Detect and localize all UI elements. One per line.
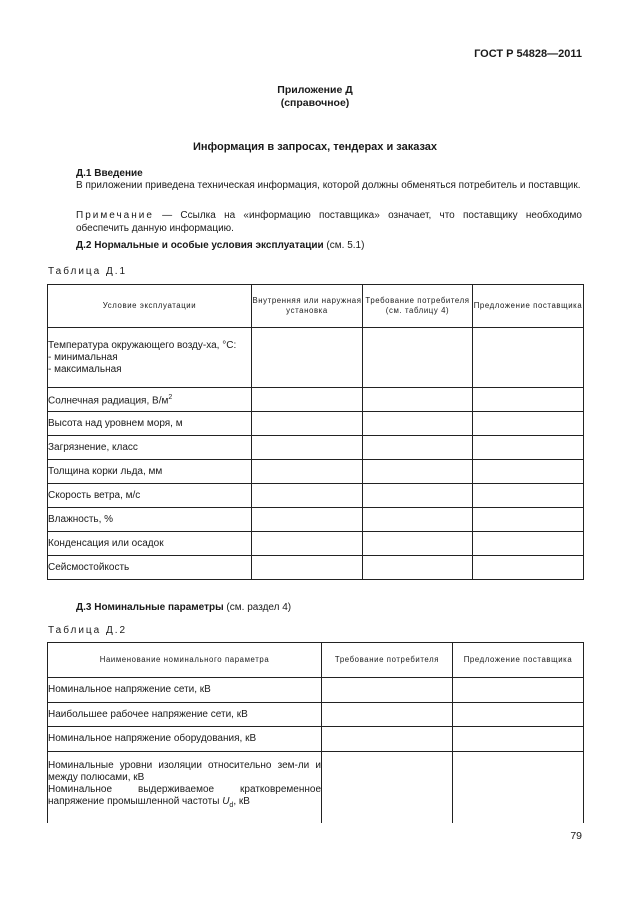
table-cell	[473, 328, 584, 388]
annex-heading	[0, 84, 630, 110]
table-row	[48, 532, 584, 556]
table-cell	[473, 484, 584, 508]
section-d2-ref: (см. 5.1)	[323, 240, 365, 251]
table-cell	[473, 532, 584, 556]
table-row	[48, 460, 584, 484]
table-cell	[473, 412, 584, 436]
table-cell	[252, 388, 363, 412]
table-header-row	[48, 285, 584, 328]
table-cell	[453, 752, 584, 823]
table-header-row	[48, 643, 584, 678]
table-cell	[322, 678, 453, 703]
note-text: — Ссылка на «информацию поставщика» означает, что поставщику необходимо обеспечить данную информацию.	[76, 210, 582, 234]
table-cell	[363, 388, 473, 412]
table-cell	[252, 532, 363, 556]
table-cell	[473, 556, 584, 580]
column-header: Внутренняя или наружная установка	[252, 285, 363, 328]
table-cell	[252, 508, 363, 532]
table-row	[48, 508, 584, 532]
table-row	[48, 388, 584, 412]
temperature-min: - минимальная	[48, 351, 118, 363]
table-cell	[322, 703, 453, 727]
table-cell	[453, 678, 584, 703]
annex-title: Приложение Д	[277, 84, 353, 96]
table-d2	[47, 642, 584, 823]
page-title: Информация в запросах, тендерах и заказах	[192, 141, 438, 153]
table-cell	[252, 484, 363, 508]
solar-superscript: 2	[168, 393, 173, 401]
table-row	[48, 412, 584, 436]
table-row	[48, 436, 584, 460]
table-row	[48, 484, 584, 508]
table-row	[48, 727, 584, 752]
section-d2-heading-line	[76, 239, 582, 252]
table-row	[48, 752, 584, 823]
table-cell	[453, 727, 584, 752]
table-row	[48, 703, 584, 727]
withstand-voltage	[48, 784, 321, 812]
section-d1-note	[76, 209, 582, 235]
table-cell	[252, 556, 363, 580]
withstand-voltage-symbol: U	[222, 796, 230, 807]
table-d1	[47, 284, 584, 580]
section-d1-heading: Д.1 Введение	[76, 168, 143, 179]
condition-cell: Высота над уровнем моря, м	[48, 412, 252, 436]
table-cell	[473, 388, 584, 412]
column-header: Требование потребителя (см. таблицу 4)	[363, 285, 473, 328]
condition-cell: Загрязнение, класс	[48, 436, 252, 460]
withstand-voltage-text: Номинальное выдерживаемое кратковременное напряжение промышленной частоты	[48, 784, 321, 807]
temperature-title: Температура окружающего возду-ха, °С:	[48, 339, 237, 351]
column-header: Предложение поставщика	[473, 285, 584, 328]
solar-label: Солнечная радиация, В/м	[48, 395, 169, 407]
page-number: 79	[570, 830, 582, 842]
table2-caption: Таблица Д.2	[48, 625, 128, 636]
parameter-cell: Номинальное напряжение оборудования, кВ	[48, 727, 322, 752]
table-cell	[473, 460, 584, 484]
table-cell	[363, 328, 473, 388]
table-row	[48, 678, 584, 703]
table-cell	[453, 703, 584, 727]
document-number: ГОСТ Р 54828—2011	[474, 48, 582, 60]
section-d3-heading: Д.3 Номинальные параметры	[76, 602, 224, 613]
table-cell	[363, 460, 473, 484]
table-cell	[252, 412, 363, 436]
column-header: Наименование номинального параметра	[48, 643, 322, 678]
condition-cell: Конденсация или осадок	[48, 532, 252, 556]
condition-cell	[48, 328, 252, 388]
table-cell	[363, 532, 473, 556]
withstand-voltage-unit: , кВ	[233, 796, 250, 807]
section-d3-heading-line	[76, 601, 582, 614]
condition-cell	[48, 388, 252, 412]
table-cell	[322, 727, 453, 752]
table1-caption: Таблица Д.1	[48, 266, 128, 277]
column-header: Требование потребителя	[322, 643, 453, 678]
condition-cell: Скорость ветра, м/с	[48, 484, 252, 508]
section-d3-ref: (см. раздел 4)	[223, 602, 292, 613]
note-label: Примечание	[76, 210, 154, 221]
insulation-levels: Номинальные уровни изоляции относительно зем-ли и между полюсами, кВ	[48, 760, 321, 783]
section-d2-heading: Д.2 Нормальные и особые условия эксплуатации	[76, 240, 324, 251]
table-row	[48, 556, 584, 580]
table-cell	[363, 412, 473, 436]
table-cell	[322, 752, 453, 823]
table-cell	[473, 436, 584, 460]
condition-cell: Толщина корки льда, мм	[48, 460, 252, 484]
parameter-cell: Наибольшее рабочее напряжение сети, кВ	[48, 703, 322, 727]
table-cell	[363, 436, 473, 460]
parameter-cell	[48, 752, 322, 823]
table-cell	[363, 508, 473, 532]
withstand-voltage-subscript: d	[229, 802, 234, 809]
table-cell	[252, 460, 363, 484]
table-cell	[363, 484, 473, 508]
table-cell	[252, 328, 363, 388]
section-d1-body: В приложении приведена техническая информация, которой должны обменяться потребитель и поставщик.	[76, 180, 581, 191]
condition-cell: Влажность, %	[48, 508, 252, 532]
column-header: Условие эксплуатации	[48, 285, 252, 328]
parameter-cell: Номинальное напряжение сети, кВ	[48, 678, 322, 703]
condition-cell: Сейсмостойкость	[48, 556, 252, 580]
table-cell	[252, 436, 363, 460]
table-row	[48, 328, 584, 388]
annex-subtitle: (справочное)	[280, 97, 350, 109]
table-cell	[363, 556, 473, 580]
temperature-max: - максимальная	[48, 363, 122, 375]
column-header: Предложение поставщика	[453, 643, 584, 678]
table-cell	[473, 508, 584, 532]
